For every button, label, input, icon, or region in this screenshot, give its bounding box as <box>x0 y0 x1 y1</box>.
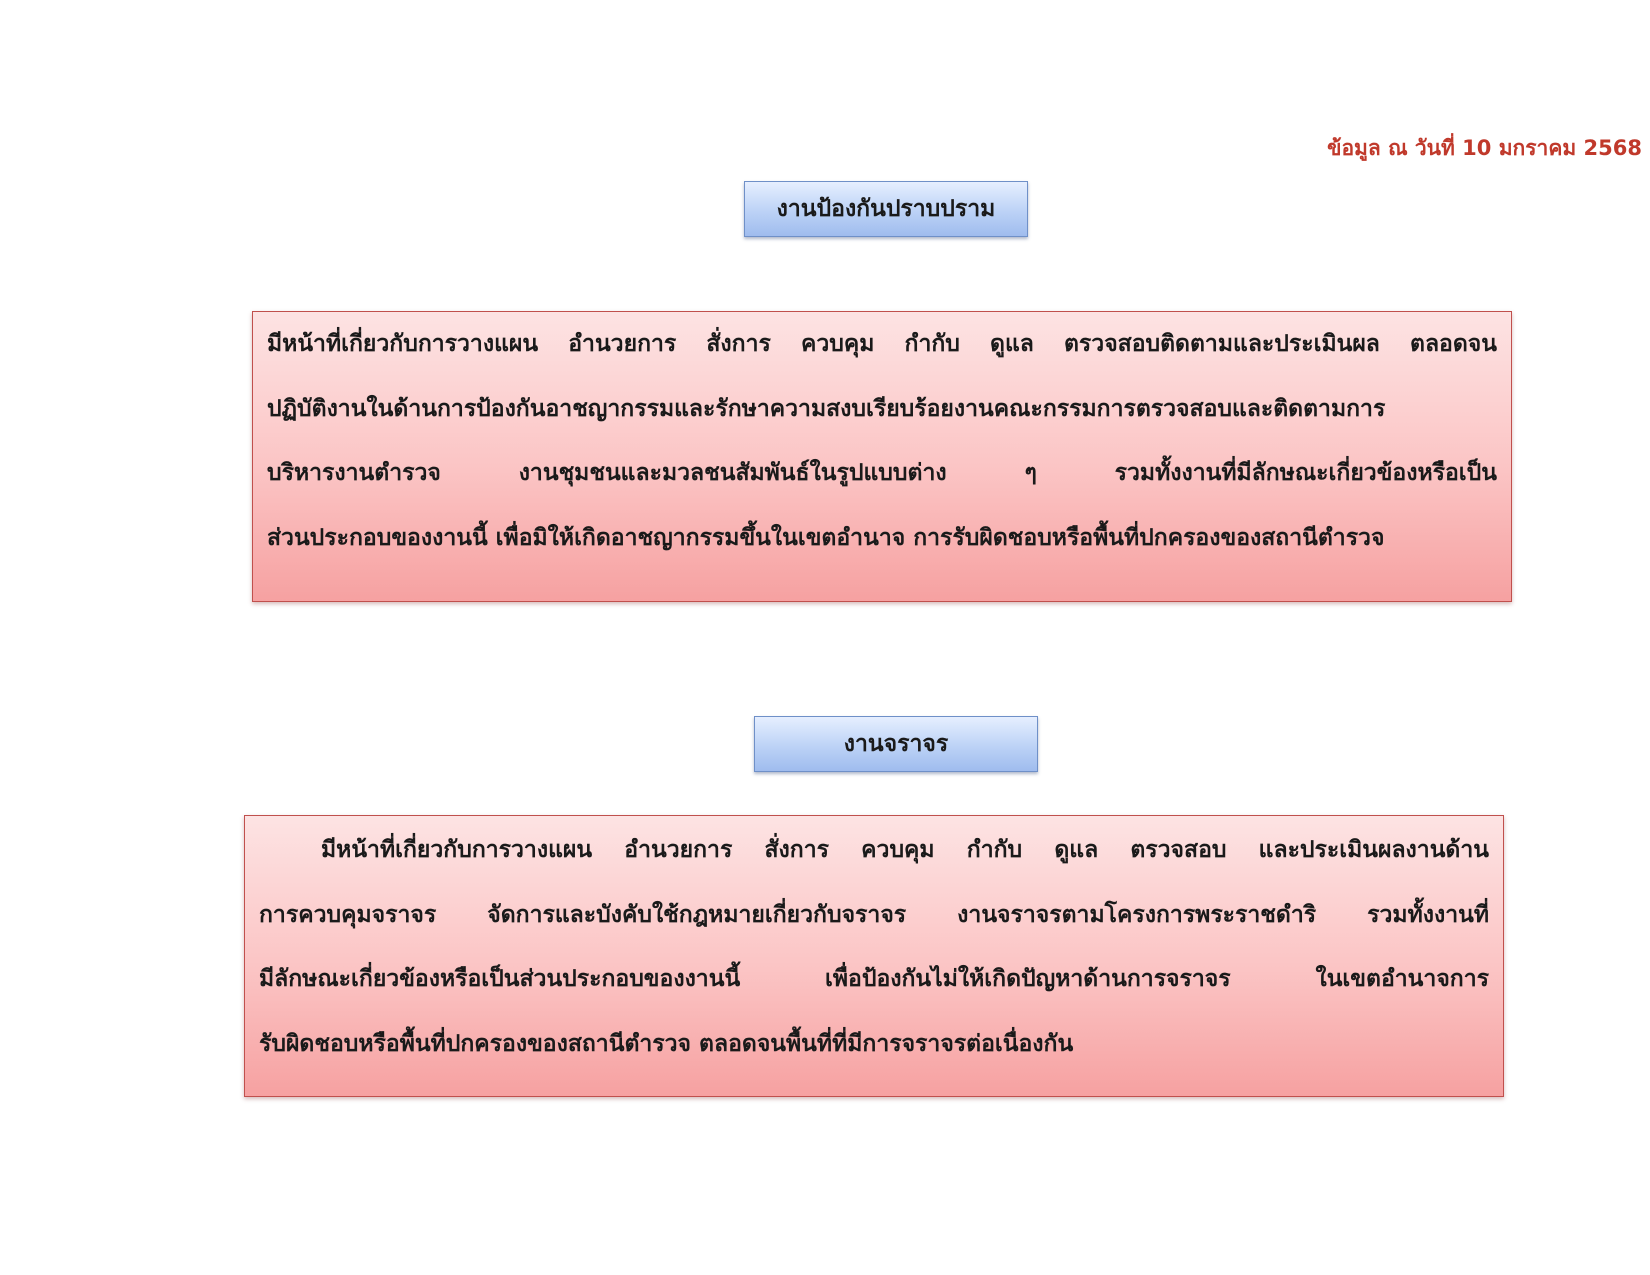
traffic-description <box>244 815 1504 1097</box>
section-title-crime-prevention: งานป้องกันปราบปราม <box>744 181 1028 237</box>
crime-prevention-description <box>252 311 1512 602</box>
description-line: มีหน้าที่เกี่ยวกับการวางแผน อำนวยการ สั่งการ ควบคุม กำกับ ดูแล ตรวจสอบติดตามและประเมินผล ตลอดจน <box>267 331 1497 357</box>
description-line: มีลักษณะเกี่ยวข้องหรือเป็นส่วนประกอบของงานนี้ เพื่อป้องกันไม่ให้เกิดปัญหาด้านการจราจร ในเขตอำนาจการ <box>259 966 1489 992</box>
description-line: รับผิดชอบหรือพื้นที่ปกครองของสถานีตำรวจ ตลอดจนพื้นที่ที่มีการจราจรต่อเนื่องกัน <box>259 1030 1074 1057</box>
description-line: ส่วนประกอบของงานนี้ เพื่อมิให้เกิดอาชญากรรมขึ้นในเขตอำนาจ การรับผิดชอบหรือพื้นที่ปกครองของสถานีตำรวจ <box>267 524 1385 551</box>
description-line: ปฏิบัติงานในด้านการป้องกันอาชญากรรมและรักษาความสงบเรียบร้อยงานคณะกรรมการตรวจสอบและติดตามการ <box>267 395 1386 422</box>
data-date-note: ข้อมูล ณ วันที่ 10 มกราคม 2568 <box>1327 136 1642 160</box>
section-title-traffic: งานจราจร <box>754 716 1038 772</box>
description-line: การควบคุมจราจร จัดการและบังคับใช้กฎหมายเกี่ยวกับจราจร งานจราจรตามโครงการพระราชดำริ รวมทั้งงานที่ <box>259 901 1489 928</box>
description-line: มีหน้าที่เกี่ยวกับการวางแผน อำนวยการ สั่งการ ควบคุม กำกับ ดูแล ตรวจสอบ และประเมินผลงานด้าน <box>321 837 1489 863</box>
description-line: บริหารงานตำรวจ งานชุมชนและมวลชนสัมพันธ์ในรูปแบบต่าง ๆ รวมทั้งงานที่มีลักษณะเกี่ยวข้องหรือเป็น <box>267 460 1497 486</box>
